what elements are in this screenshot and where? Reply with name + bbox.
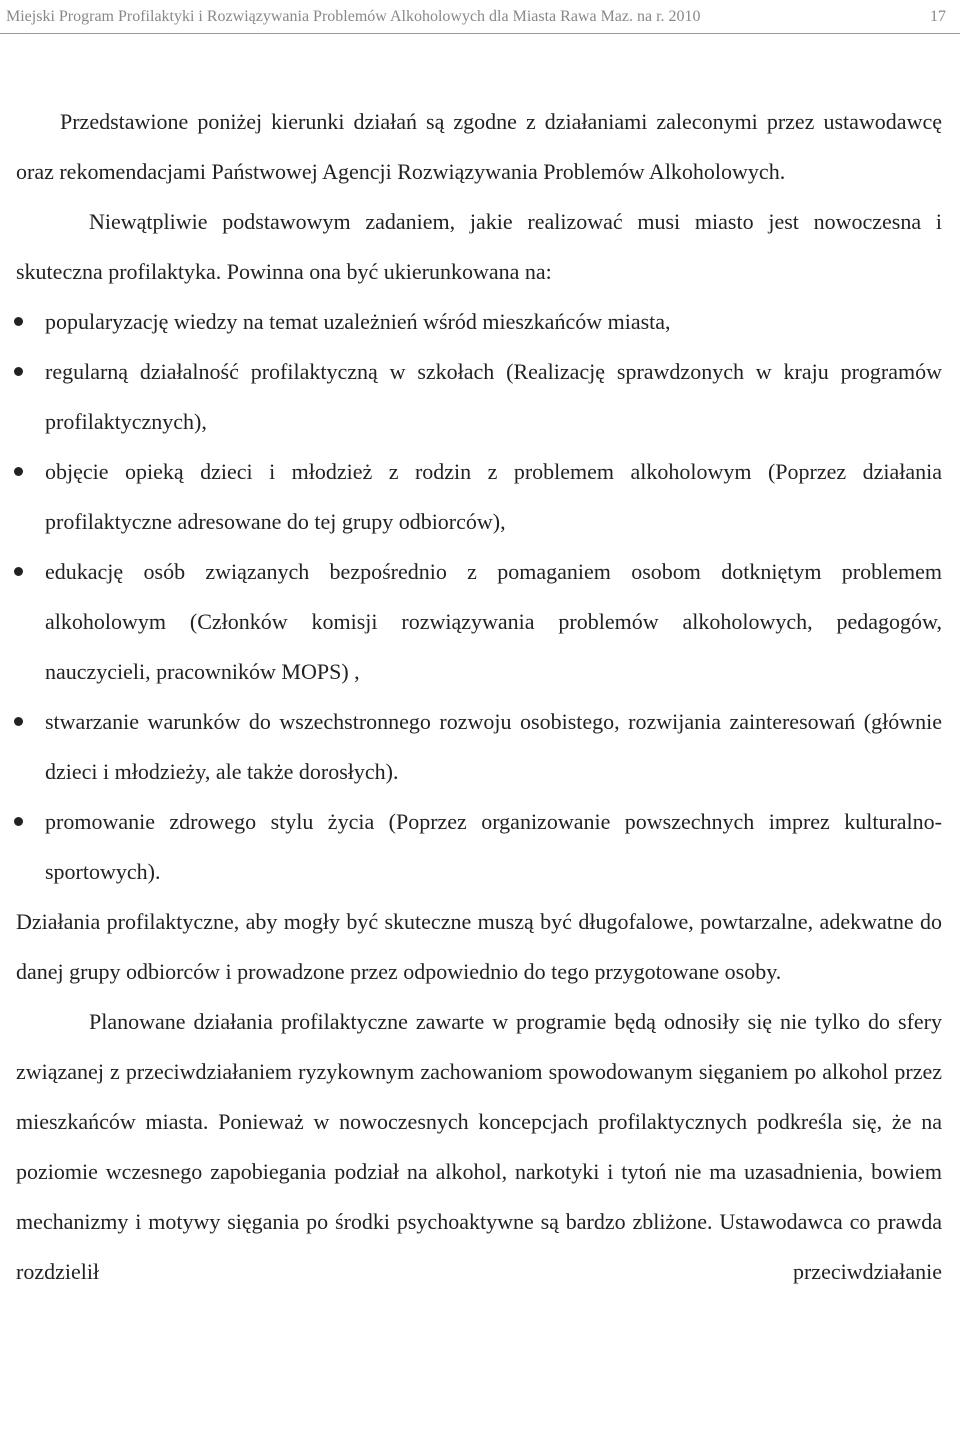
intro-paragraph: Przedstawione poniżej kierunki działań są zgodne z działaniami zaleconymi przez ustawodawcę oraz rekomendacjami Państwowej Agencji Rozwiązywania Problemów Alkoholowych.: [16, 109, 942, 184]
list-item-text: objęcie opieką dzieci i młodzież z rodzin z problemem alkoholowym (Poprzez działania profilaktyczne adresowane do tej grupy odbiorców),: [45, 459, 942, 534]
list-item: [16, 347, 942, 447]
bullet-icon: [14, 717, 23, 726]
bullet-icon: [14, 817, 23, 826]
list-item: [16, 297, 942, 347]
page-number: 17: [930, 7, 946, 25]
list-item-text: promowanie zdrowego stylu życia (Poprzez organizowanie powszechnych imprez kulturalno-sportowych).: [45, 809, 942, 884]
list-item: [16, 547, 942, 697]
bullet-icon: [14, 567, 23, 576]
bullet-icon: [14, 367, 23, 376]
list-item: [16, 797, 942, 897]
list-item-text: edukację osób związanych bezpośrednio z pomaganiem osobom dotkniętym problemem alkoholowym (Członków komisji rozwiązywania problemów alkoholowych, pedagogów, nauczycieli, pracowników MOPS) ,: [45, 559, 942, 684]
priorities-paragraph: Niewątpliwie podstawowym zadaniem, jakie realizować musi miasto jest nowoczesna i skuteczna profilaktyka. Powinna ona być ukierunkowana na:: [16, 209, 942, 284]
planned-actions-paragraph: Planowane działania profilaktyczne zawarte w programie będą odnosiły się nie tylko do sfery związanej z przeciwdziałaniem ryzykownym zachowaniom spowodowanym sięganiem po alkohol przez mieszkańców miasta. Ponieważ w nowoczesnych koncepcjach profilaktycznych podkreśla się, że na poziomie wczesnego zapobiegania podział na alkohol, narkotyki i tytoń nie ma uzasadnienia, bowiem mechanizmy i motywy sięgania po środki psychoaktywne są bardzo zbliżone. Ustawodawca co prawda rozdzielił przeciwdziałanie: [16, 1009, 942, 1284]
long-term-paragraph: Działania profilaktyczne, aby mogły być skuteczne muszą być długofalowe, powtarzalne, adekwatne do danej grupy odbiorców i prowadzone przez odpowiednio do tego przygotowane osoby.: [16, 909, 942, 984]
page-body: [16, 97, 942, 1297]
header-title: Miejski Program Profilaktyki i Rozwiązywania Problemów Alkoholowych dla Miasta Rawa Maz. na r. 2010: [6, 7, 701, 25]
list-item-text: popularyzację wiedzy na temat uzależnień wśród mieszkańców miasta,: [45, 309, 671, 334]
list-item-text: stwarzanie warunków do wszechstronnego rozwoju osobistego, rozwijania zainteresowań (głównie dzieci i młodzieży, ale także dorosłych).: [45, 709, 942, 784]
bullet-icon: [14, 467, 23, 476]
page-header: [0, 0, 960, 34]
list-item: [16, 697, 942, 797]
list-item: [16, 447, 942, 547]
list-item-text: regularną działalność profilaktyczną w szkołach (Realizację sprawdzonych w kraju programów profilaktycznych),: [45, 359, 942, 434]
directions-list: [16, 297, 942, 897]
bullet-icon: [14, 317, 23, 326]
